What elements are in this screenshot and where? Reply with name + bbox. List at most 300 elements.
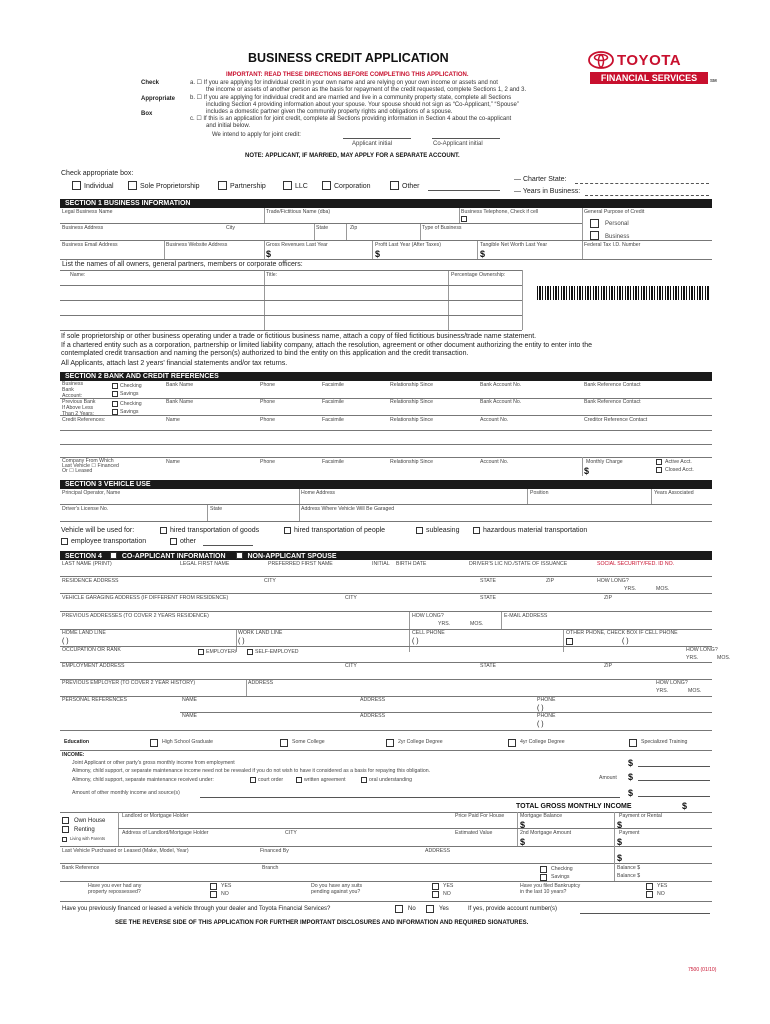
direction-c3: We intend to apply for joint credit: [212,132,301,138]
bankruptcy-label-2: in the last 10 years? [520,889,567,895]
logo-wordmark: TOYOTA [617,52,682,69]
tangible-net-worth-label: Tangible Net Worth Last Year [480,242,548,248]
other-phone-paren: ( ) [622,638,629,645]
applicant-initial-label: Applicant initial [352,141,393,147]
federal-tax-id-label: Federal Tax I.D. Number [584,242,641,248]
legal-first-name-label: LEGAL FIRST NAME [180,561,230,567]
years-in-business-label: — Years in Business: [514,188,581,195]
prev-yrs-label: YRS. [438,621,451,627]
prev-emp-mos-label: MOS. [688,688,702,694]
landlord-city-label: CITY [285,830,297,836]
type-of-business-label: Type of Business [422,225,462,231]
living-with-parents-checkbox[interactable] [62,837,67,842]
income-label: INCOME: [62,752,85,758]
ref1-phone-label: PHONE [537,697,556,703]
suits-yes-label: YES [443,883,454,889]
prev-howlong-label: HOW LONG? [412,613,444,619]
cr-phone-label: Phone [260,417,276,423]
active-account-checkbox[interactable] [656,459,662,465]
prev-phone-label: Phone [260,399,276,405]
business-bank-label: Business [62,381,84,387]
section-3-header: SECTION 3 VEHICLE USE [60,480,712,489]
corporation-checkbox[interactable] [322,181,331,190]
living-with-parents-label: Living with Parents [70,836,106,841]
prev-bank-name-label: Bank Name [166,399,194,405]
direction-b2: including Section 4 providing information about your spouse. Your spouse should not sign as “Co-Applicant,” “Spouse” [206,102,519,108]
business-checkbox[interactable] [590,231,599,240]
residence-city-label: CITY [264,578,276,584]
company-financed-label: Company From Which [62,458,114,464]
bank-checking-label: Checking [551,866,573,872]
personal-checkbox[interactable] [590,219,599,228]
ref2-phone-paren: ( ) [537,721,544,728]
form-number: 7500 (01/10) [688,967,717,973]
renting-checkbox[interactable] [62,826,69,833]
emp-city-label: CITY [345,663,357,669]
check-label-2: Appropriate [141,96,176,102]
business-phone-label: Business Telephone, Check if cell [461,209,539,215]
hazardous-label: hazardous material transportation [483,527,588,534]
garaged-address-label: Address Where Vehicle Will Be Garaged [301,506,395,512]
second-mortgage-label: 2nd Mortgage Amount [520,830,572,836]
garaging-state-label: STATE [480,595,496,601]
previous-checking-checkbox[interactable] [112,401,118,407]
drivers-lic-state-label: DRIVER'S LIC NO./STATE OF ISSUANCE [469,561,568,567]
separate-account-note: NOTE: APPLICANT, IF MARRIED, MAY APPLY FOR A SEPARATE ACCOUNT. [245,153,460,159]
work-land-line-label: WORK LAND LINE [238,630,283,636]
credit-references-label: Credit References: [62,417,106,423]
ref2-phone-label: PHONE [537,713,556,719]
hazardous-checkbox[interactable] [473,527,480,534]
bankruptcy-yes-label: YES [657,883,668,889]
business-bank-label-3: Account: [62,393,83,399]
prev-mos-label: MOS. [470,621,484,627]
direction-a2: the income or assets of another person as the basis for repayment of the credit requested, complete Sections 1, 2 and 3. [206,87,527,93]
cr-since-label: Relationship Since [390,417,433,423]
residence-state-label: STATE [480,578,496,584]
cr-account-label: Account No. [480,417,509,423]
creditor-contact-label: Creditor Reference Contact [584,417,648,423]
credit-ref-row[interactable] [60,430,712,431]
payment-dollar: $ [617,837,623,847]
other-field[interactable] [428,190,500,191]
subleasing-label: subleasing [426,527,460,534]
self-employed-checkbox[interactable] [247,649,253,655]
oral-understanding-label: oral understanding [369,777,412,783]
edu-high-school-checkbox[interactable] [150,739,158,747]
prev-emp-howlong-label: HOW LONG? [656,680,688,686]
ref1-name-label: NAME [182,697,197,703]
savings-balance-label: Balance $ [617,873,641,879]
entity-check-label: Check appropriate box: [61,170,134,177]
toyota-emblem-icon [588,51,614,69]
occupation-label: OCCUPATION OR RANK [62,647,121,653]
legal-business-name-label: Legal Business Name [62,209,113,215]
repo-yes-label: YES [221,883,232,889]
owner-row[interactable] [60,285,522,286]
birth-date-label: BIRTH DATE [396,561,427,567]
prev-bank-reference-contact-label: Bank Reference Contact [584,399,641,405]
employee-transport-checkbox[interactable] [61,538,68,545]
payment-rental-dollar: $ [617,820,623,830]
income-line-2: Alimony, child support, or separate maintenance income need not be revealed if you do not wish to have it considered as a basis for repaying this obligation. [72,768,431,774]
bank-savings-checkbox[interactable] [540,874,547,881]
income-3-field[interactable] [638,796,710,797]
garaging-address-label: VEHICLE GARAGING ADDRESS (IF DIFFERENT FROM RESIDENCE) [62,595,229,601]
coapplicant-initial-field[interactable] [432,130,500,138]
residence-howlong-label: HOW LONG? [597,578,629,584]
own-house-label: Own House [74,818,106,824]
previously-financed-label: Have you previously financed or leased a vehicle through your dealer and Toyota Financial Services? [62,906,331,912]
ref1-address-label: ADDRESS [360,697,386,703]
bank-savings-label: Savings [551,874,570,880]
tangible-dollar: $ [480,249,486,259]
bankruptcy-yes-checkbox[interactable] [646,883,653,890]
prev-savings-label: Savings [120,409,139,415]
employee-transport-label: employee transportation [71,538,147,545]
owner-name-header: Name: [70,272,86,278]
facsimile-label: Facsimile [322,382,344,388]
financed-by-label: Financed By [260,848,289,854]
business-checking-checkbox[interactable] [112,383,118,389]
previous-bank-label-2: If Above Less [62,405,94,411]
owners-label: List the names of all owners, general partners, members or corporate officers: [62,261,303,268]
financed-address-label: ADDRESS [425,848,451,854]
closed-account-checkbox[interactable] [656,467,662,473]
repo-no-checkbox[interactable] [210,891,217,898]
charter-state-field[interactable] [575,183,709,184]
employer-checkbox[interactable] [198,649,204,655]
owner-title-header: Title: [266,272,278,278]
checking-label: Checking [120,383,142,389]
price-paid-label: Price Paid For House [455,813,505,819]
edu-4yr-checkbox[interactable] [508,739,516,747]
hired-people-checkbox[interactable] [284,527,291,534]
home-land-line-label: HOME LAND LINE [62,630,106,636]
edu-high-school-label: High School Graduate [162,739,214,745]
repossessed-label: Have you ever had any [88,883,142,889]
years-associated-label: Years Associated [654,490,694,496]
income-line-1: Joint Applicant or other party's gross monthly income from employment [72,760,235,766]
bank-account-no-label: Bank Account No. [480,382,522,388]
owner-row[interactable] [60,300,522,301]
partnership-label: Partnership [230,183,266,190]
account-numbers-field[interactable] [580,913,710,914]
prev-bank-account-no-label: Bank Account No. [480,399,522,405]
profit-label: Profit Last Year (After Taxes) [375,242,441,248]
note-chartered: If a chartered entity such as a corporation, partnership or limited liability company, attach the resolution, agreement or other document authorizing the entity to enter into the [61,342,592,349]
owner-row[interactable] [60,315,522,316]
other-use-field[interactable] [203,545,253,546]
non-applicant-spouse-title: NON-APPLICANT SPOUSE [247,553,337,560]
income-line-3: Alimony, child support, separate maintenance received under: [72,777,214,783]
business-label: Business [605,234,630,240]
emp-state-label: STATE [480,663,496,669]
comp-name-label: Name [166,459,180,465]
initial-label: INITIAL [372,561,390,567]
payment-label: Payment [619,830,640,836]
income-1-field[interactable] [638,766,710,767]
residence-yrs-label: YRS. [624,586,637,592]
company-financed-label-2: Last Vehicle ☐ Financed [62,463,119,469]
prev-emp-address-label: ADDRESS [248,680,274,686]
logo-financial-services: FINANCIAL SERVICES [590,72,708,84]
edu-2yr-label: 2yr College Degree [398,739,443,745]
edu-specialized-label: Specialized Training [641,739,688,745]
previous-bank-label: Previous Bank [62,399,96,405]
business-website-label: Business Website Address [166,242,228,248]
emp-zip-label: ZIP [604,663,613,669]
repossessed-label-2: property repossessed? [88,889,141,895]
other-use-checkbox[interactable] [170,538,177,545]
personal-references-label: PERSONAL REFERENCES [62,697,127,703]
oral-understanding-checkbox[interactable] [361,777,367,783]
prev-emp-yrs-label: YRS. [656,688,669,694]
ref2-name-label: NAME [182,713,197,719]
residence-zip-label: ZIP [546,578,555,584]
coapplicant-checkbox[interactable] [110,552,117,559]
repo-no-label: NO [221,891,229,897]
comp-facsimile-label: Facsimile [322,459,344,465]
company-financed-label-3: Or ☐ Leased [62,468,93,474]
previous-bank-label-3: Than 2 Years: [62,411,95,417]
cr-facsimile-label: Facsimile [322,417,344,423]
own-house-checkbox[interactable] [62,817,69,824]
written-agreement-label: written agreement [304,777,346,783]
prev-financed-no-label: No [408,906,416,912]
suits-no-label: NO [443,891,451,897]
non-applicant-spouse-checkbox[interactable] [236,552,243,559]
purpose-of-credit-label: General Purpose of Credit [584,209,645,215]
corporation-label: Corporation [334,183,371,190]
mortgage-balance-dollar: $ [520,820,526,830]
note-financials: All Applicants, attach last 2 years' financial statements and/or tax returns. [61,360,288,367]
last-vehicle-label: Last Vehicle Purchased or Leased (Make, Model, Year) [62,848,189,854]
cell-phone-label: CELL PHONE [412,630,445,636]
personal-label: Personal [605,221,629,227]
prev-financed-no-checkbox[interactable] [395,905,403,913]
years-in-business-field[interactable] [585,195,709,196]
bankruptcy-no-label: NO [657,891,665,897]
gross-dollar: $ [266,249,272,259]
partnership-checkbox[interactable] [218,181,227,190]
comp-phone-label: Phone [260,459,276,465]
barcode [537,286,710,300]
suits-yes-checkbox[interactable] [432,883,439,890]
vehicle-dollar: $ [617,853,623,863]
relationship-since-label: Relationship Since [390,382,433,388]
coapplicant-title: CO-APPLICANT INFORMATION [121,553,226,560]
active-acct-label: Active Acct. [665,459,692,465]
amount-label: Amount [599,775,617,781]
coapplicant-initial-label: Co-Applicant initial [433,141,483,147]
trade-name-label: Trade/Fictitious Name (dba) [266,209,331,215]
state-label: State [316,225,329,231]
prev-financed-yes-checkbox[interactable] [426,905,434,913]
bank-reference-contact-label: Bank Reference Contact [584,382,641,388]
income-1-dollar: $ [628,758,634,768]
education-label: Education [64,739,90,745]
email-address-label: E-MAIL ADDRESS [504,613,548,619]
zip-label: Zip [350,225,358,231]
business-savings-checkbox[interactable] [112,391,118,397]
subleasing-checkbox[interactable] [416,527,423,534]
edu-4yr-label: 4yr College Degree [520,739,565,745]
individual-label: Individual [84,183,114,190]
section-4-header [60,551,712,560]
note-contemplated: contemplated credit transaction and naming the person(s) authorized to bind the entity on this application and the credit transaction. [61,350,469,357]
sole-proprietorship-label: Sole Proprietorship [140,183,200,190]
previous-addresses-label: PREVIOUS ADDRESSES (TO COVER 2 YEARS RESIDENCE) [62,613,209,619]
previous-employer-label: PREVIOUS EMPLOYER (TO COVER 2 YEAR HISTORY) [62,680,196,686]
individual-checkbox[interactable] [72,181,81,190]
other-checkbox[interactable] [390,181,399,190]
home-phone-paren: ( ) [62,638,69,645]
llc-checkbox[interactable] [283,181,292,190]
written-agreement-checkbox[interactable] [296,777,302,783]
credit-ref-row[interactable] [60,444,712,445]
section-1-header: SECTION 1 BUSINESS INFORMATION [60,199,712,208]
ref2-address-label: ADDRESS [360,713,386,719]
prev-relationship-since-label: Relationship Since [390,399,433,405]
charter-state-label: — Charter State: [514,176,567,183]
check-label-1: Check [141,80,160,86]
phone-label: Phone [260,382,276,388]
renting-label: Renting [74,827,95,833]
vehicle-use-label: Vehicle will be used for: [61,527,135,534]
checking-balance-label: Balance $ [617,865,641,871]
position-label: Position [530,490,549,496]
monthly-charge-label: Monthly Charge [586,459,623,465]
ref1-phone-paren: ( ) [537,705,544,712]
court-order-checkbox[interactable] [250,777,256,783]
second-mortgage-dollar: $ [520,837,526,847]
preferred-first-name-label: PREFERRED FIRST NAME [268,561,333,567]
repo-yes-checkbox[interactable] [210,883,217,890]
applicant-initial-field[interactable] [343,130,411,138]
important-notice: IMPORTANT: READ THESE DIRECTIONS BEFORE COMPLETING THIS APPLICATION. [226,72,469,78]
owner-row[interactable] [60,330,522,331]
bank-name-label: Bank Name [166,382,194,388]
residence-mos-label: MOS. [656,586,670,592]
occ-mos-label: MOS. [717,655,731,661]
residence-address-label: RESIDENCE ADDRESS [62,578,119,584]
other-phone-label: OTHER PHONE, CHECK BOX IF CELL PHONE [566,630,678,636]
bank-reference-label: Bank Reference [62,865,100,871]
bankruptcy-no-checkbox[interactable] [646,891,653,898]
cell-phone-paren: ( ) [412,638,419,645]
direction-a1: a. ☐ If you are applying for individual credit in your own name and are relying on your own income or assets and not [190,80,498,86]
branch-label: Branch [262,865,279,871]
principal-operator-label: Principal Operator, Name [62,490,121,496]
court-order-label: court order [258,777,284,783]
business-address-label: Business Address [62,225,104,231]
home-address-label: Home Address [301,490,336,496]
license-state-label: State [210,506,223,512]
city-label: City [226,225,235,231]
section-2-header: SECTION 2 BANK AND CREDIT REFERENCES [60,372,712,381]
occ-yrs-label: YRS. [686,655,699,661]
business-bank-label-2: Bank [62,387,74,393]
last-name-label: LAST NAME (PRINT) [62,561,112,567]
monthly-charge-dollar: $ [584,466,590,476]
prev-checking-label: Checking [120,401,142,407]
owner-pct-header: Percentage Ownership: [451,272,506,278]
income-line-4: Amount of other monthly income and source(s) [72,790,180,796]
landlord-address-label: Address of Landlord/Mortgage Holder [122,830,209,836]
estimated-value-label: Estimated Value [455,830,493,836]
garaging-zip-label: ZIP [604,595,613,601]
other-cell-checkbox[interactable] [566,638,573,645]
business-email-label: Business Email Address [62,242,118,248]
savings-label: Savings [120,391,139,397]
hired-goods-checkbox[interactable] [160,527,167,534]
sole-proprietorship-checkbox[interactable] [128,181,137,190]
edu-specialized-checkbox[interactable] [629,739,637,747]
edu-some-college-label: Some College [292,739,325,745]
direction-b1: b. ☐ If you are applying for individual credit and are married and live in a community property state, complete all Sections [190,95,512,101]
check-label-3: Box [141,111,153,117]
cell-phone-checkbox[interactable] [461,216,467,222]
hired-people-label: hired transportation of people [294,527,386,534]
bank-checking-checkbox[interactable] [540,866,547,873]
work-phone-paren: ( ) [238,638,245,645]
closed-acct-label: Closed Acct. [665,467,694,473]
prev-facsimile-label: Facsimile [322,399,344,405]
ssn-label: SOCIAL SECURITY/FED. ID NO. [597,561,675,567]
total-income-dollar: $ [682,801,688,811]
employment-address-label: EMPLOYMENT ADDRESS [62,663,125,669]
drivers-license-label: Driver's License No. [62,506,109,512]
garaging-city-label: CITY [345,595,357,601]
direction-c2: and initial below. [206,123,251,129]
total-income-label: TOTAL GROSS MONTHLY INCOME [516,803,632,810]
comp-account-label: Account No. [480,459,509,465]
payment-rental-label: Payment or Rental [619,813,662,819]
mortgage-balance-label: Mortgage Balance [520,813,563,819]
edu-2yr-checkbox[interactable] [386,739,394,747]
profit-dollar: $ [375,249,381,259]
other-use-label: other [180,538,196,545]
bankruptcy-label: Have you filed Bankruptcy [520,883,581,889]
account-numbers-label: If yes, provide account number(s) [468,906,558,912]
section-4-title: SECTION 4 [65,553,102,560]
occ-howlong-label: HOW LONG? [686,647,718,653]
landlord-label: Landlord or Mortgage Holder [122,813,189,819]
suits-label: Do you have any suits [311,883,363,889]
direction-b3: includes a domestic partner given the community property rights and obligations of a spouse. [206,109,453,115]
income-2-dollar: $ [628,772,634,782]
reverse-side-notice: SEE THE REVERSE SIDE OF THIS APPLICATION FOR FURTHER IMPORTANT DISCLOSURES AND INFORMATION AND REQUIRED SIGNATURES. [115,920,529,926]
self-employed-label: SELF-EMPLOYED [255,649,299,655]
edu-some-college-checkbox[interactable] [280,739,288,747]
hired-goods-label: hired transportation of goods [170,527,260,534]
logo-sm: SM [710,78,717,83]
page-title: BUSINESS CREDIT APPLICATION [248,51,449,65]
income-2-field[interactable] [638,780,710,781]
note-sole-prop: If sole proprietorship or other business operating under a trade or fictitious business name, attach a copy of filed fictitious business/trade name statement. [61,333,537,340]
employer-label: EMPLOYER/ [206,649,237,655]
income-3-dollar: $ [628,788,634,798]
suits-no-checkbox[interactable] [432,891,439,898]
suits-label-2: pending against you? [311,889,361,895]
llc-label: LLC [295,183,308,190]
direction-c1: c. ☐ If this is an application for joint credit, complete all Sections providing information in Section 4 about the co-applicant [190,116,512,122]
prev-financed-yes-label: Yes [439,906,449,912]
other-label: Other [402,183,420,190]
comp-since-label: Relationship Since [390,459,433,465]
gross-revenues-label: Gross Revenues Last Year [266,242,328,248]
